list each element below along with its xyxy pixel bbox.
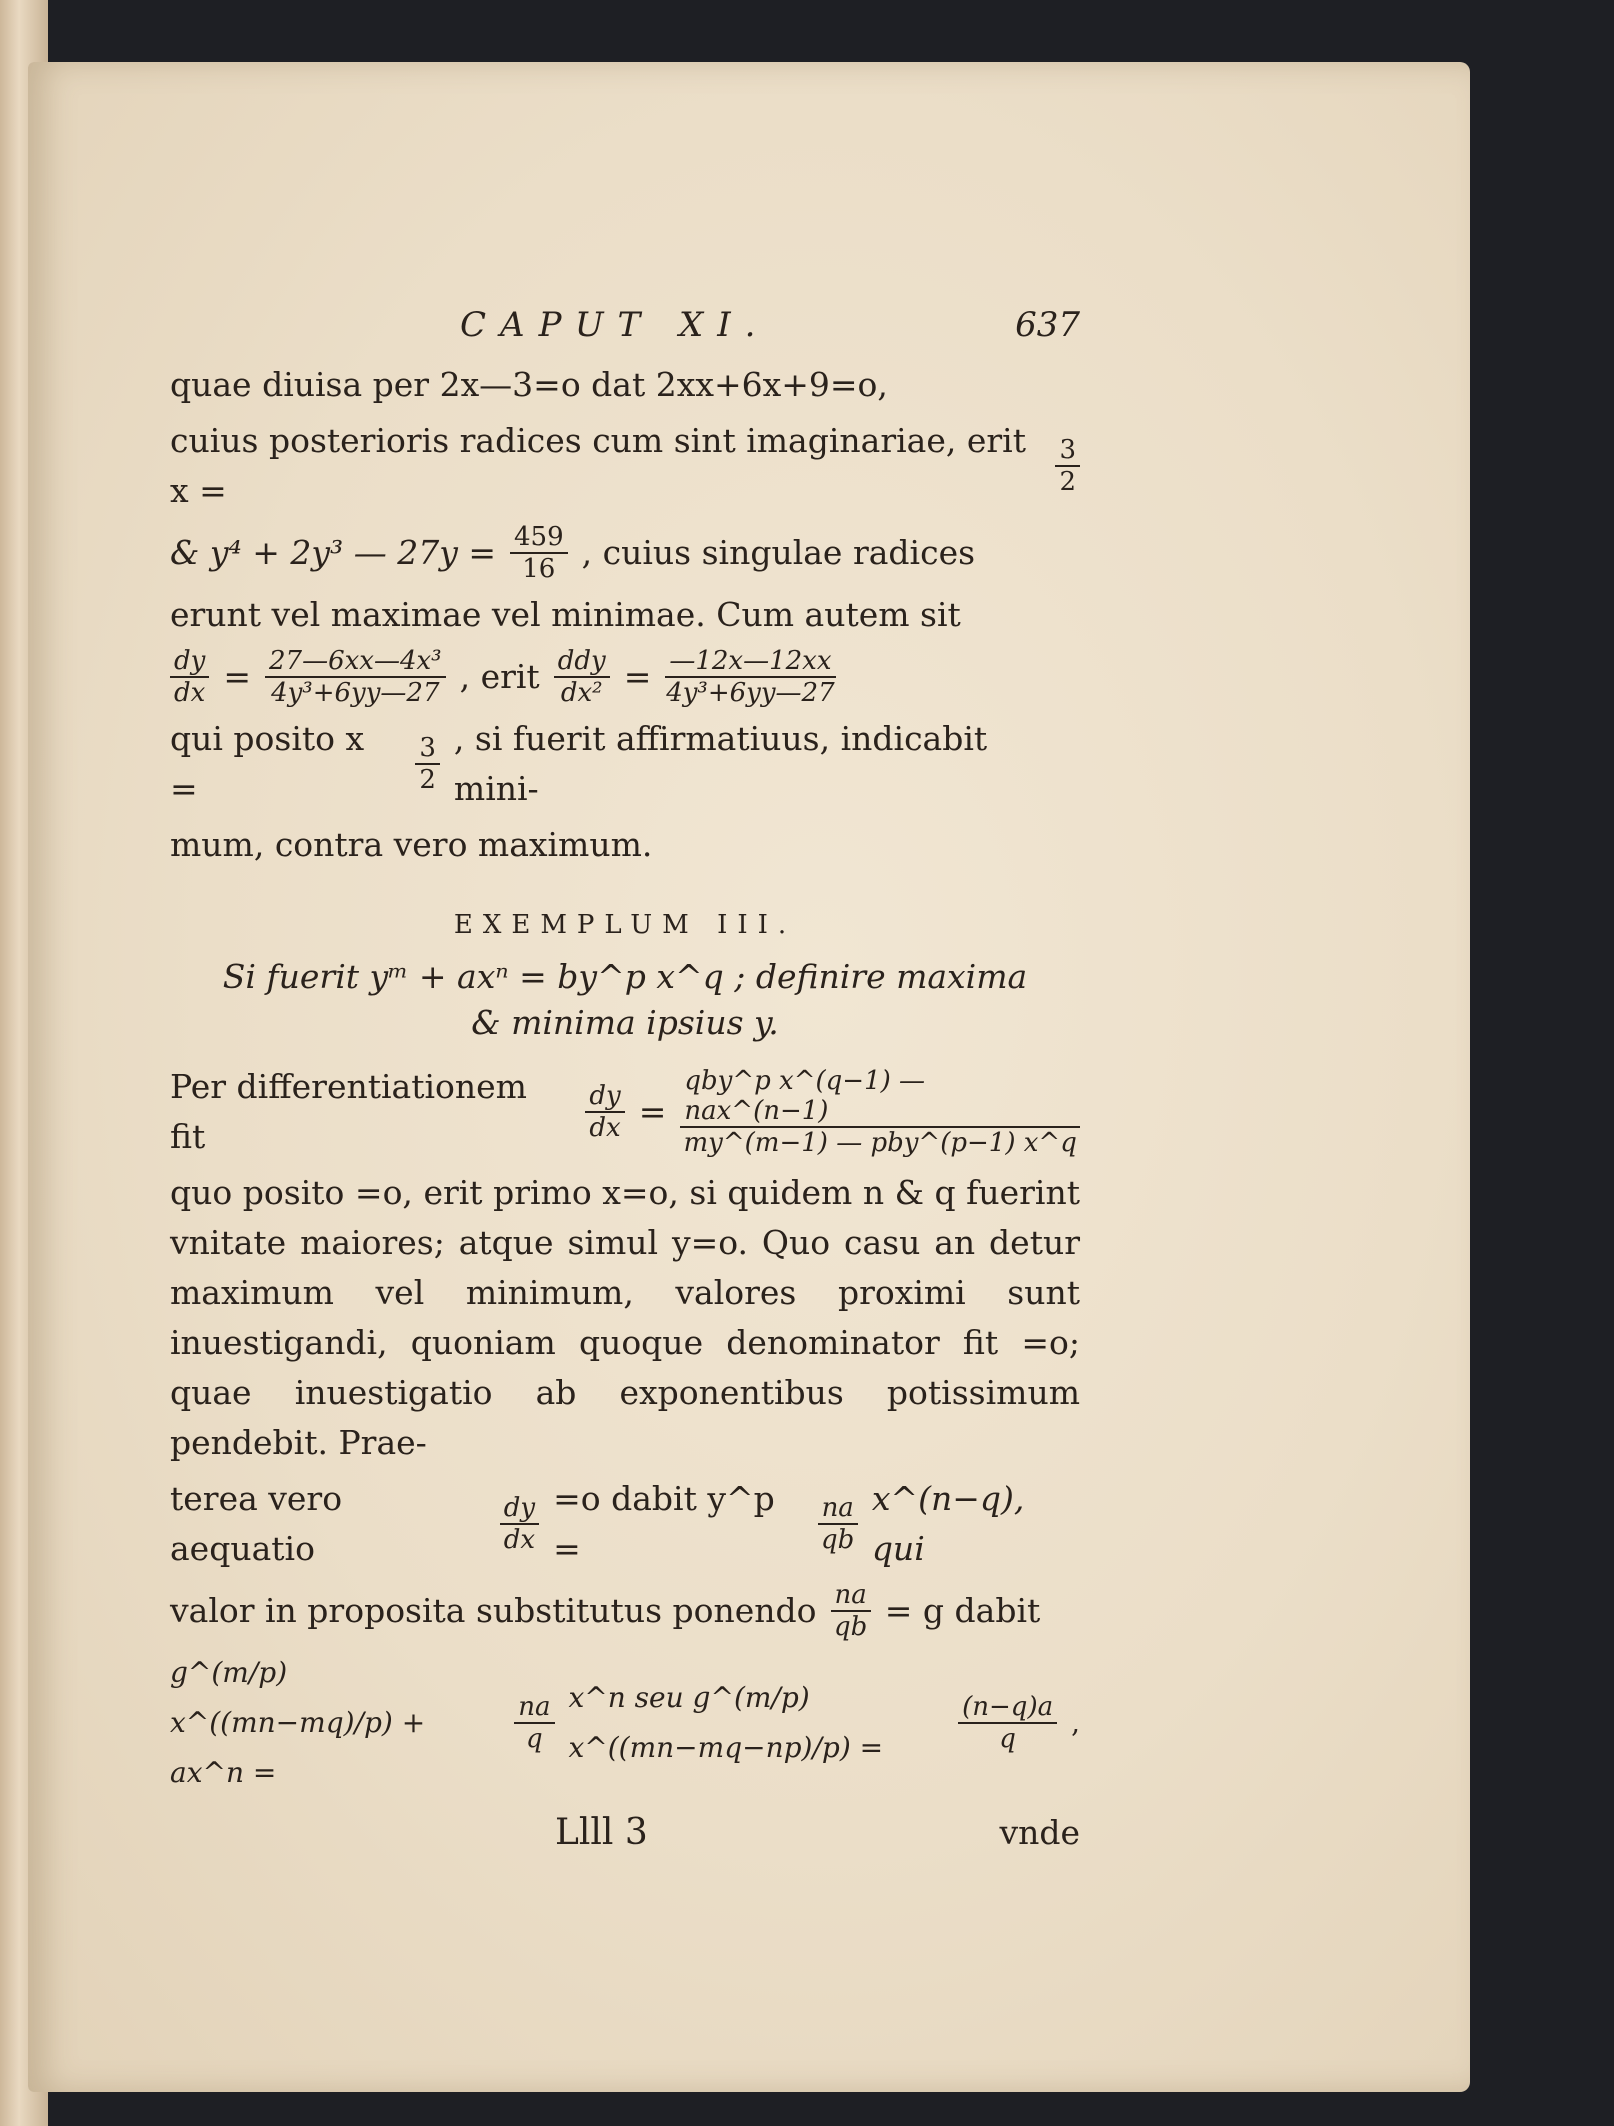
denominator: dx² — [560, 678, 603, 708]
fraction — [818, 1493, 858, 1555]
fraction — [680, 1066, 1080, 1158]
numerator: dy — [170, 646, 209, 678]
text-line — [170, 416, 1080, 516]
fraction — [665, 646, 835, 708]
denominator: 4y³+6yy—27 — [666, 678, 835, 708]
chapter-title: CAPUT XI. — [460, 305, 770, 345]
fraction — [554, 646, 610, 708]
numerator: 459 — [510, 522, 568, 554]
numerator: 27—6xx—4x³ — [265, 646, 446, 678]
text-segment: , erit — [459, 657, 540, 696]
page-text — [170, 300, 1080, 1858]
numerator: dy — [500, 1493, 539, 1525]
text-line: quae diuisa per 2x—3=o dat 2xx+6x+9=o, — [170, 365, 888, 404]
equation: x^n seu g^(m/p) x^((mn−mq−np)/p) = — [568, 1681, 884, 1764]
text-segment: x^(n−q), qui — [871, 1479, 1025, 1568]
text-segment: cuius posterioris radices cum sint imaginariae, erit x = — [170, 421, 1026, 510]
numerator: 3 — [1055, 435, 1080, 467]
text-segment: , cuius singulae radices — [581, 533, 976, 572]
fraction — [831, 1580, 871, 1642]
text-segment: Per differentiationem fit — [170, 1067, 527, 1156]
fraction — [1055, 435, 1080, 497]
text-line: erunt vel maximae vel minimae. Cum autem sit — [170, 595, 961, 634]
text-segment: =o dabit y^p = — [553, 1479, 775, 1568]
denominator: my^(m−1) — pby^(p−1) x^q — [683, 1128, 1077, 1158]
text-line: mum, contra vero maximum. — [170, 825, 653, 864]
text-line — [170, 522, 1080, 584]
denominator: dx — [503, 1525, 536, 1555]
fraction — [170, 646, 209, 708]
denominator: dx — [174, 678, 206, 708]
numerator: ddy — [554, 646, 610, 678]
paragraph: quo posito =o, erit primo x=o, si quidem n & q fuerint vnitate maiores; atque simul y=o. Quo casu an detur maximum vel minimum, valores proximi sunt inuestigandi, quoniam quoque denominator fit =o; quae inuestigatio ab exponentibus potissimum pendebit. Prae- — [170, 1173, 1080, 1462]
numerator: na — [818, 1493, 858, 1525]
numerator: dy — [585, 1081, 624, 1113]
text-segment: , si fuerit affirmatiuus, indicabit mini- — [453, 719, 988, 808]
numerator: (n−q)a — [958, 1692, 1057, 1724]
proposition-line: Si fuerit yᵐ + axⁿ = by^p x^q ; definire maxima — [222, 957, 1028, 996]
numerator: na — [514, 1692, 554, 1724]
text-segment: = g dabit — [884, 1591, 1041, 1630]
running-head — [170, 300, 1080, 350]
denominator: 4y³+6yy—27 — [271, 678, 440, 708]
equation-line — [170, 1648, 1080, 1798]
text-line — [170, 1580, 1080, 1642]
denominator: 2 — [419, 765, 436, 795]
equation: g^(m/p) x^((mn−mq)/p) + ax^n = — [170, 1656, 426, 1789]
numerator: qby^p x^(q−1) — nax^(n−1) — [680, 1066, 1080, 1128]
numerator: na — [831, 1580, 871, 1612]
denominator: qb — [821, 1525, 855, 1555]
text-line — [170, 714, 1080, 814]
equation: & y⁴ + 2y³ — 27y = — [170, 533, 496, 572]
denominator: 16 — [522, 554, 556, 584]
denominator: dx — [589, 1113, 621, 1143]
example-heading: EXEMPLUM III. — [453, 910, 797, 940]
fraction — [415, 733, 440, 795]
page-number: 637 — [1015, 305, 1080, 345]
denominator: q — [999, 1724, 1016, 1754]
fraction — [510, 522, 568, 584]
catchword: vnde — [999, 1813, 1080, 1852]
text-segment: terea vero aequatio — [170, 1479, 343, 1568]
fraction — [500, 1493, 539, 1555]
numerator: 3 — [415, 733, 440, 765]
fraction — [585, 1081, 624, 1143]
proposition-line: & minima ipsius y. — [471, 1003, 779, 1042]
page-footer — [170, 1808, 1080, 1858]
text-line — [170, 1474, 1080, 1574]
denominator: qb — [833, 1612, 868, 1642]
fraction — [958, 1692, 1057, 1754]
fraction — [514, 1692, 554, 1754]
numerator: —12x—12xx — [665, 646, 835, 678]
text-segment: valor in proposita substitutus ponendo — [170, 1591, 817, 1630]
text-segment: , — [1071, 1706, 1080, 1739]
text-line: Per differentiationem fit $\frac{dy}{dx}$ = $\frac{\text{qby\textasciicircum{}p x\textasciicircum{}(q−1) — nax\textasciicircum{}(n−1)}}{\text{my\textasciicircum{}(m−1) — pby\textasciicircum{}(p−1) x\textasciicircum{}q}}$ — [170, 1062, 1080, 1162]
denominator: 2 — [1059, 467, 1076, 497]
derivative-line: $\frac{dy}{dx}$ = $\frac{\text{27—6xx—4x³}}{\text{4y³+6yy—27}}$ , erit $\frac{\text{ddy}}{\text{dx²}}$ = $\frac{—12x—12xx}{\text{4y³+6yy—27}}$ — [170, 646, 1080, 708]
fraction — [265, 646, 446, 708]
text-segment: qui posito x = — [170, 719, 365, 808]
signature-mark: Llll 3 — [555, 1812, 648, 1853]
denominator: q — [526, 1724, 543, 1754]
